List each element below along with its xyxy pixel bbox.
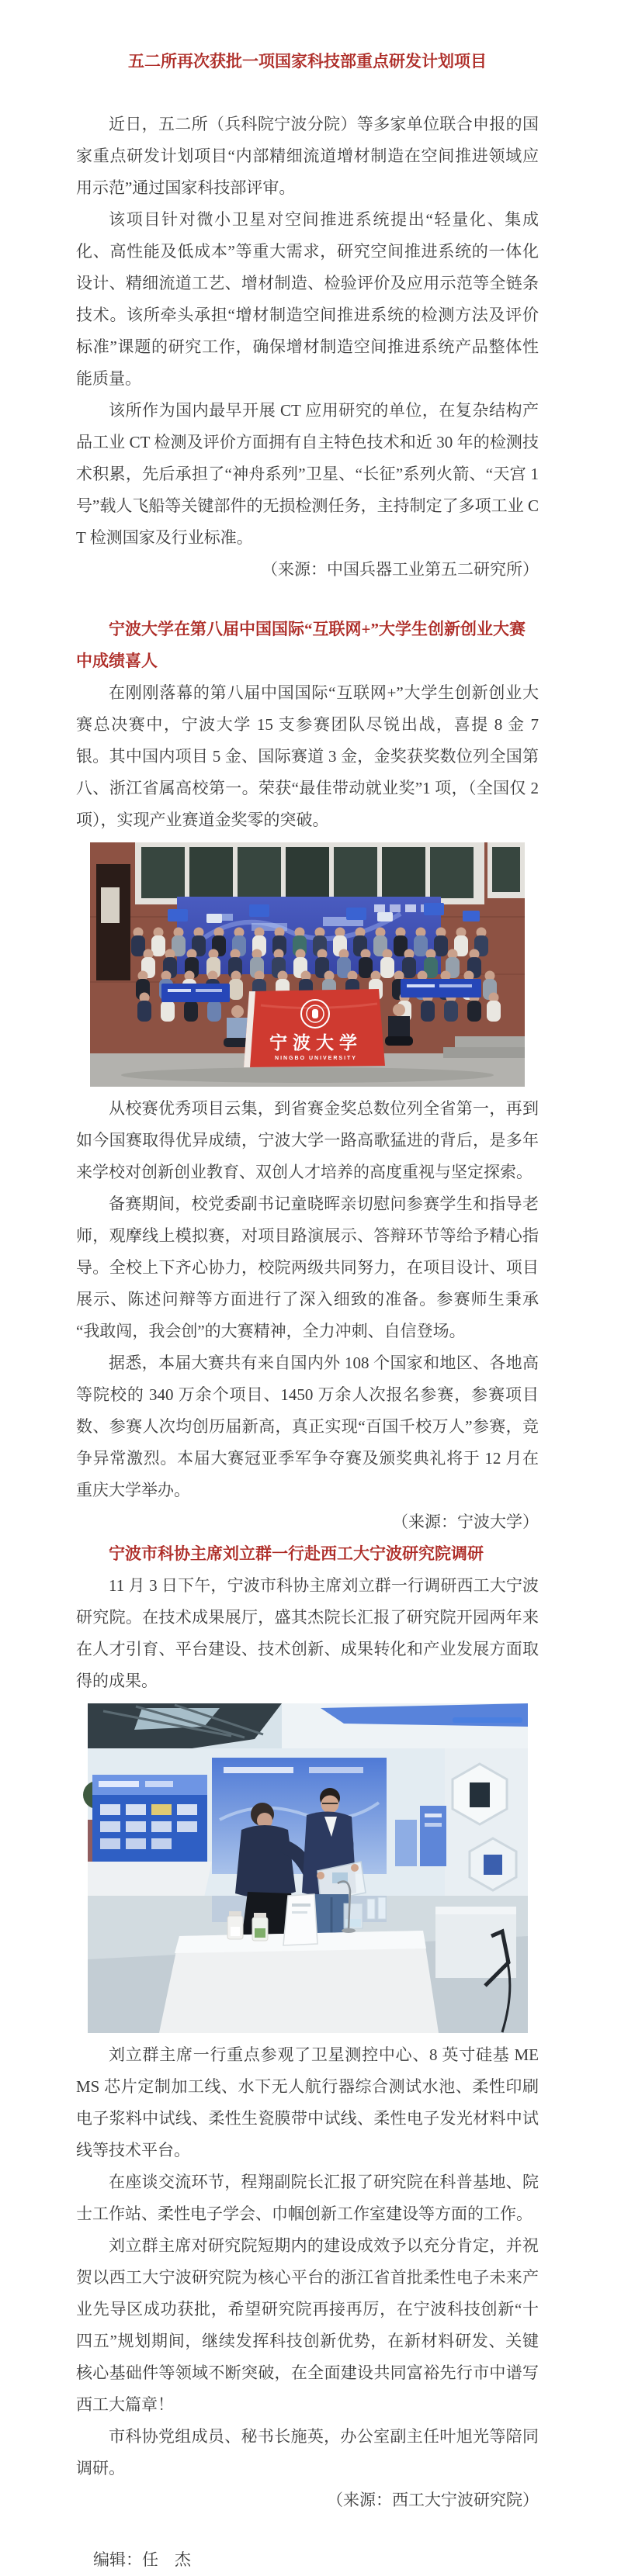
group-photo-figure [76, 842, 539, 1087]
banner-university-name-en: NINGBO UNIVERSITY [275, 1056, 357, 1061]
source-attribution: （来源：西工大宁波研究院） [327, 2491, 539, 2509]
exhibition-visit-photo [88, 1703, 528, 2033]
paragraph: 从校赛优秀项目云集，到省赛金奖总数位列全省第一，再到如今国赛取得优异成绩，宁波大学一路高歌猛进的背后，是多年来学校对创新创业教育、双创人才培养的高度重视与坚定探索。 [76, 1099, 539, 1181]
paragraph: 市科协党组成员、秘书长施英，办公室副主任叶旭光等陪同调研。 [76, 2427, 539, 2477]
article-title: 宁波市科协主席刘立群一行赴西工大宁波研究院调研 [109, 1544, 484, 1563]
source-attribution: （来源：宁波大学） [392, 1513, 539, 1531]
paragraph: 11 月 3 日下午，宁波市科协主席刘立群一行调研西工大宁波研究院。在技术成果展厅，盛其杰院长汇报了研究院开园两年来在人才引育、平台建设、技术创新、成果转化和产业发展方面取得的成果。 [76, 1576, 539, 1690]
university-banner [244, 989, 385, 1067]
source-attribution: （来源：中国兵器工业第五二研究所） [262, 560, 539, 579]
paragraph: 刘立群主席对研究院短期内的建设成效予以充分肯定，并祝贺以西工大宁波研究院为核心平台的浙江省首批柔性电子未来产业先导区成功获批，希望研究院再接再厉，在宁波科技创新“十四五”规划期间，继续发挥科技创新优势，在新材料研发、关键核心基础件等领域不断突破，在全面建设共同富裕先行市中谱写西工大篇章！ [76, 2236, 539, 2414]
article-title: 宁波大学在第八届中国国际“互联网+”大学生创新创业大赛中成绩喜人 [76, 620, 526, 670]
article-52-institute [76, 45, 539, 586]
article-title: 五二所再次获批一项国家科技部重点研发计划项目 [128, 52, 487, 71]
banner-university-name: 宁波大学 [269, 1033, 363, 1053]
left-display-board [88, 1775, 212, 1903]
editor-credit: 编辑：任 杰 [93, 2550, 191, 2569]
paragraph: 在座谈交流环节，程翔副院长汇报了研究院在科普基地、院士工作站、柔性电子学会、巾帼创新工作室建设等方面的工作。 [76, 2173, 539, 2223]
paragraph: 在刚刚落幕的第八届中国国际“互联网+”大学生创新创业大赛总决赛中，宁波大学 15 支参赛团队尽锐出战，喜提 8 金 7 银。其中国内项目 5 金、国际赛道 3 金，金奖获奖数位列全国第八、浙江省属高校第一。荣获“最佳带动就业奖”1 项，（全国仅 2 项），实现产业赛道金奖零的突破。 [76, 683, 539, 829]
exhibition-photo-figure [76, 1703, 539, 2033]
article-ningbo-university [76, 614, 539, 1538]
paragraph: 备赛期间，校党委副书记童晓晖亲切慰问参赛学生和指导老师，观摩线上模拟赛，对项目路演展示、答辩环节等给予精心指导。全校上下齐心协力，校院两级共同努力，在项目设计、项目展示、陈述问辩等方面进行了深入细致的准备。参赛师生秉承“我敢闯，我会创”的大赛精神，全力冲刺、自信登场。 [76, 1195, 539, 1340]
paragraph: 刘立群主席一行重点参观了卫星测控中心、8 英寸硅基 MEMS 芯片定制加工线、水下无人航行器综合测试水池、柔性印刷电子浆料中试线、柔性生瓷膜带中试线、柔性电子发光材料中试线等技术平台。 [76, 2045, 539, 2159]
group-photo [90, 842, 525, 1087]
paragraph: 据悉，本届大赛共有来自国内外 108 个国家和地区、各地高等院校的 340 万余个项目、1450 万余人次报名参赛，参赛项目数、参赛人次均创历届新高，真正实现“百国千校万人”参赛，竞争异常激烈。本届大赛冠亚季军争夺赛及颁奖典礼将于 12 月在重庆大学举办。 [76, 1354, 539, 1499]
article-cast-visit [76, 1538, 539, 2516]
paragraph: 该所作为国内最早开展 CT 应用研究的单位，在复杂结构产品工业 CT 检测及评价方面拥有自主特色技术和近 30 年的检测技术积累，先后承担了“神舟系列”卫星、“长征”系列火箭、“天宫 1 号”载人飞船等关键部件的无损检测任务，主持制定了多项工业 CT 检测国家及行业标准。 [76, 401, 539, 547]
paragraph: 近日，五二所（兵科院宁波分院）等多家单位联合申报的国家重点研发计划项目“内部精细流道增材制造在空间推进领域应用示范”通过国家科技部评审。 [76, 115, 539, 197]
info-card-stand [283, 1894, 317, 1945]
paragraph: 该项目针对微小卫星对空间推进系统提出“轻量化、集成化、高性能及低成本”等重大需求，研究空间推进系统的一体化设计、精细流道工艺、增材制造、检验评价及应用示范等全链条技术。该所牵头承担“增材制造空间推进系统的检测方法及评价标准”课题的研究工作，确保增材制造空间推进系统产品整体性能质量。 [76, 210, 539, 388]
